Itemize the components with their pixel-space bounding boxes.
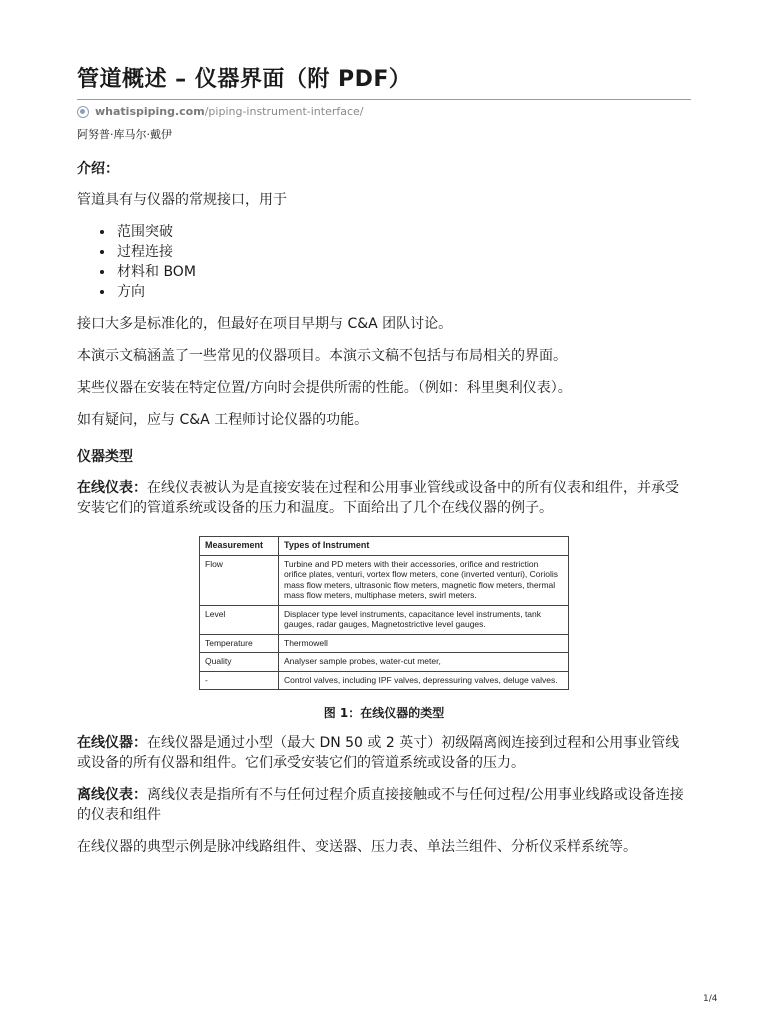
measurement-cell: Temperature: [200, 634, 279, 653]
list-item: • 过程连接: [115, 242, 691, 262]
list-item: • 材料和 BOM: [115, 262, 691, 282]
instrument-cell: Turbine and PD meters with their accessories, orifice and restriction orifice plates, venturi, vortex flow meters, cone (inverted venturi), Coriolis mass flow meters, ultrasonic flow meters, magnetic flow meters, thermal mass flow meters, multiphase meters, swirl meters.: [279, 555, 569, 605]
instrument-cell: Displacer type level instruments, capacitance level instruments, tank gauges, radar gauges, Magnetostrictive level gauges.: [279, 605, 569, 634]
measurement-cell: Level: [200, 605, 279, 634]
instrument-cell: Control valves, including IPF valves, depressuring valves, deluge valves.: [279, 671, 569, 690]
column-header-measurement: Measurement: [200, 537, 279, 556]
source-domain[interactable]: whatispiping.com: [95, 105, 205, 118]
column-header-instrument: Types of Instrument: [279, 537, 569, 556]
table-row: [200, 653, 569, 672]
globe-icon: [77, 106, 89, 118]
measurement-cell: -: [200, 671, 279, 690]
offline-meter-term: 离线仪表：: [77, 787, 147, 803]
intro-paragraph-1: 接口大多是标准化的，但最好在项目早期与 C&A 团队讨论。: [77, 316, 453, 332]
inline-meter-paragraph: [77, 478, 691, 518]
inline-instrument-text: 在线仪器是通过小型（最大 DN 50 或 2 英寸）初级隔离阀连接到过程和公用事业管线或设备的所有仪器和组件。它们承受安装它们的管道系统或设备的压力。: [77, 735, 680, 771]
intro-paragraph-4: 如有疑问，应与 C&A 工程师讨论仪器的功能。: [77, 412, 369, 428]
author: 阿努普·库马尔·戴伊: [77, 128, 172, 141]
page-title: 管道概述 – 仪器界面（附 PDF）: [77, 62, 691, 100]
intro-heading: 介绍：: [77, 161, 119, 177]
offline-meter-text: 离线仪表是指所有不与任何过程介质直接接触或不与任何过程/公用事业线路或设备连接的仪表和组件: [77, 787, 684, 823]
inline-meter-term: 在线仪表：: [77, 480, 147, 496]
instrument-cell: Analyser sample probes, water-cut meter,: [279, 653, 569, 672]
inline-meter-text: 在线仪表被认为是直接安装在过程和公用事业管线或设备中的所有仪表和组件，并承受安装它们的管道系统或设备的压力和温度。下面给出了几个在线仪器的例子。: [77, 480, 679, 516]
table-row: [200, 634, 569, 653]
table-header-row: [200, 537, 569, 556]
source-line: [77, 105, 691, 118]
intro-paragraph-2: 本演示文稿涵盖了一些常见的仪器项目。本演示文稿不包括与布局相关的界面。: [77, 348, 567, 364]
table-row: [200, 605, 569, 634]
types-heading: 仪器类型: [77, 449, 133, 465]
list-item: • 方向: [115, 282, 691, 302]
source-path[interactable]: /piping-instrument-interface/: [204, 105, 364, 118]
table-row: [200, 671, 569, 690]
instrument-types-table: [199, 536, 569, 690]
figure-1: [77, 536, 691, 690]
intro-paragraph-3: 某些仪器在安装在特定位置/方向时会提供所需的性能。（例如：科里奥利仪表）。: [77, 380, 572, 396]
intro-lead: 管道具有与仪器的常规接口，用于: [77, 192, 287, 208]
measurement-cell: Quality: [200, 653, 279, 672]
instrument-cell: Thermowell: [279, 634, 569, 653]
list-item: • 范围突破: [115, 222, 691, 242]
figure-caption: 图 1：在线仪器的类型: [323, 706, 445, 720]
offline-meter-paragraph: [77, 785, 691, 825]
measurement-cell: Flow: [200, 555, 279, 605]
inline-instrument-term: 在线仪器：: [77, 735, 147, 751]
intro-bullet-list: [77, 222, 691, 302]
inline-instrument-paragraph: [77, 733, 691, 773]
examples-paragraph: 在线仪器的典型示例是脉冲线路组件、变送器、压力表、单法兰组件、分析仪采样系统等。: [77, 839, 637, 855]
document-page: [77, 62, 691, 857]
page-number: 1/4: [703, 994, 718, 1004]
table-row: [200, 555, 569, 605]
